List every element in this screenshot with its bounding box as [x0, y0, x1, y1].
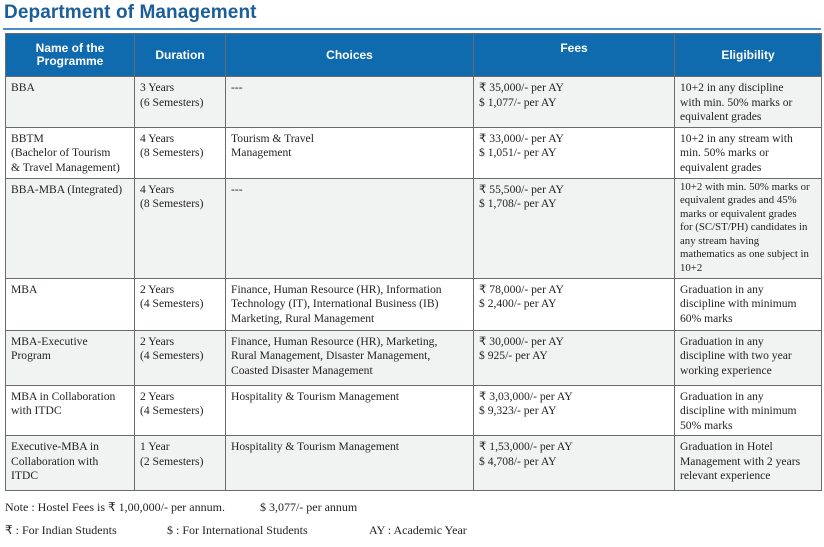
- cell-eligibility: [675, 178, 822, 278]
- choices-line: Finance, Human Resource (HR), Information: [231, 282, 442, 296]
- cell-programme: [6, 330, 135, 385]
- choices-line: Rural Management, Disaster Management,: [231, 349, 431, 362]
- cell-eligibility: [675, 385, 822, 436]
- cell-programme: [6, 385, 135, 436]
- eligibility-line: 10+2 with min. 50% marks or: [680, 180, 810, 193]
- header-fees: Fees: [474, 34, 675, 77]
- choices-line: Hospitality & Tourism Management: [231, 389, 400, 403]
- cell-programme: [6, 127, 135, 178]
- fees-line: ₹ 1,53,000/- per AY: [479, 440, 573, 453]
- eligibility-line: min. 50% marks or: [680, 146, 769, 159]
- fees-line: $ 4,708/- per AY: [479, 454, 557, 468]
- cell-duration: [135, 330, 226, 385]
- eligibility-line: 10+2: [680, 261, 703, 274]
- cell-fees: [474, 77, 675, 128]
- fees-line: ₹ 33,000/- per AY: [479, 131, 564, 145]
- choices-line: Coasted Disaster Management: [231, 363, 373, 377]
- programme-line: BBTM: [11, 131, 44, 145]
- eligibility-line: 60% marks: [680, 311, 733, 325]
- programme-line: MBA-Executive: [11, 334, 88, 348]
- header-programme-line: Name of the: [35, 41, 105, 55]
- programme-line: ITDC: [11, 469, 39, 482]
- duration-line: 1 Year: [140, 440, 170, 453]
- eligibility-line: Graduation in any: [680, 334, 764, 348]
- table-body: [6, 77, 822, 491]
- fees-line: $ 1,077/- per AY: [479, 95, 557, 109]
- duration-line: (8 Semesters): [140, 146, 204, 159]
- cell-eligibility: [675, 330, 822, 385]
- legend-ay: AY : Academic Year: [369, 523, 467, 537]
- eligibility-line: 10+2 in any discipline: [680, 81, 784, 94]
- cell-programme: [6, 278, 135, 330]
- duration-line: (6 Semesters): [140, 95, 204, 109]
- hostel-fee-note: [5, 500, 357, 515]
- eligibility-line: equivalent grades: [680, 110, 762, 123]
- table-row: [6, 278, 822, 330]
- currency-legend: [5, 523, 467, 538]
- cell-choices: [226, 330, 474, 385]
- cell-fees: [474, 436, 675, 491]
- choices-line: Marketing, Rural Management: [231, 311, 375, 325]
- cell-duration: [135, 77, 226, 128]
- header-choices: Choices: [226, 34, 474, 77]
- eligibility-line: any stream having: [680, 234, 760, 247]
- choices-line: Technology (IT), International Business (IB): [231, 297, 439, 310]
- choices-line: Management: [231, 146, 292, 159]
- header-eligibility: Eligibility: [675, 34, 822, 77]
- eligibility-line: working experience: [680, 363, 772, 377]
- eligibility-line: Management with 2 years: [680, 454, 801, 468]
- duration-line: (4 Semesters): [140, 297, 204, 310]
- cell-programme: [6, 436, 135, 491]
- programme-line: Program: [11, 349, 51, 362]
- cell-duration: [135, 127, 226, 178]
- duration-line: 3 Years: [140, 81, 175, 94]
- cell-fees: [474, 330, 675, 385]
- header-duration: Duration: [135, 34, 226, 77]
- fees-line: ₹ 55,500/- per AY: [479, 182, 564, 196]
- cell-eligibility: [675, 436, 822, 491]
- table-row: [6, 77, 822, 128]
- cell-choices: [226, 178, 474, 278]
- eligibility-line: relevant experience: [680, 469, 771, 482]
- header-programme: [6, 34, 135, 77]
- eligibility-line: for (SC/ST/PH) candidates in: [680, 221, 808, 233]
- cell-programme: [6, 178, 135, 278]
- fees-line: ₹ 3,03,000/- per AY: [479, 389, 573, 403]
- fees-line: $ 2,400/- per AY: [479, 297, 557, 310]
- duration-line: (4 Semesters): [140, 349, 204, 362]
- cell-choices: [226, 127, 474, 178]
- table-row: [6, 330, 822, 385]
- eligibility-line: Graduation in any: [680, 282, 764, 296]
- cell-fees: [474, 385, 675, 436]
- eligibility-line: with min. 50% marks or: [680, 95, 793, 109]
- eligibility-line: 50% marks: [680, 418, 733, 432]
- eligibility-line: marks or equivalent grades: [680, 207, 797, 220]
- cell-choices: [226, 385, 474, 436]
- duration-line: (2 Semesters): [140, 454, 204, 468]
- table-row: [6, 385, 822, 436]
- programme-line: with ITDC: [11, 404, 62, 417]
- cell-fees: [474, 127, 675, 178]
- fees-line: ₹ 78,000/- per AY: [479, 282, 564, 296]
- programme-line: & Travel Management): [11, 160, 120, 174]
- choices-line: ---: [231, 182, 243, 196]
- title-divider: [3, 28, 821, 30]
- eligibility-line: equivalent grades and 45%: [680, 194, 797, 206]
- cell-programme: [6, 77, 135, 128]
- cell-duration: [135, 385, 226, 436]
- choices-line: Tourism & Travel: [231, 131, 314, 145]
- legend-usd: $ : For International Students: [167, 523, 308, 537]
- programme-line: BBA-MBA (Integrated): [11, 182, 123, 196]
- cell-eligibility: [675, 77, 822, 128]
- cell-fees: [474, 278, 675, 330]
- fees-line: ₹ 30,000/- per AY: [479, 334, 564, 348]
- cell-choices: [226, 278, 474, 330]
- table-header-row: [6, 34, 822, 77]
- legend-inr: ₹ : For Indian Students: [5, 523, 117, 537]
- duration-line: 2 Years: [140, 282, 175, 296]
- eligibility-line: discipline with two year: [680, 349, 792, 362]
- table-row: [6, 178, 822, 278]
- programme-line: MBA in Collaboration: [11, 389, 116, 403]
- programme-line: Collaboration with: [11, 454, 99, 468]
- duration-line: (8 Semesters): [140, 197, 204, 210]
- duration-line: 2 Years: [140, 389, 175, 403]
- duration-line: 4 Years: [140, 182, 175, 196]
- eligibility-line: discipline with minimum: [680, 404, 797, 417]
- header-programme-line: Programme: [36, 54, 104, 68]
- programme-line: BBA: [11, 81, 35, 94]
- duration-line: (4 Semesters): [140, 404, 204, 417]
- fees-line: $ 925/- per AY: [479, 349, 548, 362]
- cell-duration: [135, 278, 226, 330]
- programme-line: Executive-MBA in: [11, 440, 99, 453]
- page-title: Department of Management: [4, 2, 257, 23]
- eligibility-line: equivalent grades: [680, 160, 762, 174]
- fees-line: $ 1,051/- per AY: [479, 146, 557, 159]
- cell-eligibility: [675, 127, 822, 178]
- duration-line: 2 Years: [140, 334, 175, 348]
- choices-line: Hospitality & Tourism Management: [231, 440, 400, 453]
- choices-line: Finance, Human Resource (HR), Marketing,: [231, 334, 438, 348]
- fees-line: $ 9,323/- per AY: [479, 404, 557, 417]
- table-row: [6, 436, 822, 491]
- eligibility-line: Graduation in Hotel: [680, 440, 773, 453]
- cell-eligibility: [675, 278, 822, 330]
- cell-duration: [135, 178, 226, 278]
- fees-line: ₹ 35,000/- per AY: [479, 81, 564, 94]
- eligibility-line: mathematics as one subject in: [680, 248, 809, 260]
- eligibility-line: 10+2 in any stream with: [680, 131, 793, 145]
- cell-choices: [226, 436, 474, 491]
- duration-line: 4 Years: [140, 131, 175, 145]
- choices-line: ---: [231, 81, 243, 94]
- cell-choices: [226, 77, 474, 128]
- table-row: [6, 127, 822, 178]
- eligibility-line: discipline with minimum: [680, 297, 797, 310]
- hostel-fee-usd: $ 3,077/- per annum: [259, 500, 358, 514]
- eligibility-line: Graduation in any: [680, 389, 764, 403]
- programme-table: [5, 33, 822, 491]
- programme-line: MBA: [11, 282, 38, 296]
- cell-fees: [474, 178, 675, 278]
- fees-line: $ 1,708/- per AY: [479, 197, 557, 210]
- programme-line: (Bachelor of Tourism: [11, 146, 111, 159]
- cell-duration: [135, 436, 226, 491]
- hostel-fee-inr: Note : Hostel Fees is ₹ 1,00,000/- per annum.: [5, 500, 225, 514]
